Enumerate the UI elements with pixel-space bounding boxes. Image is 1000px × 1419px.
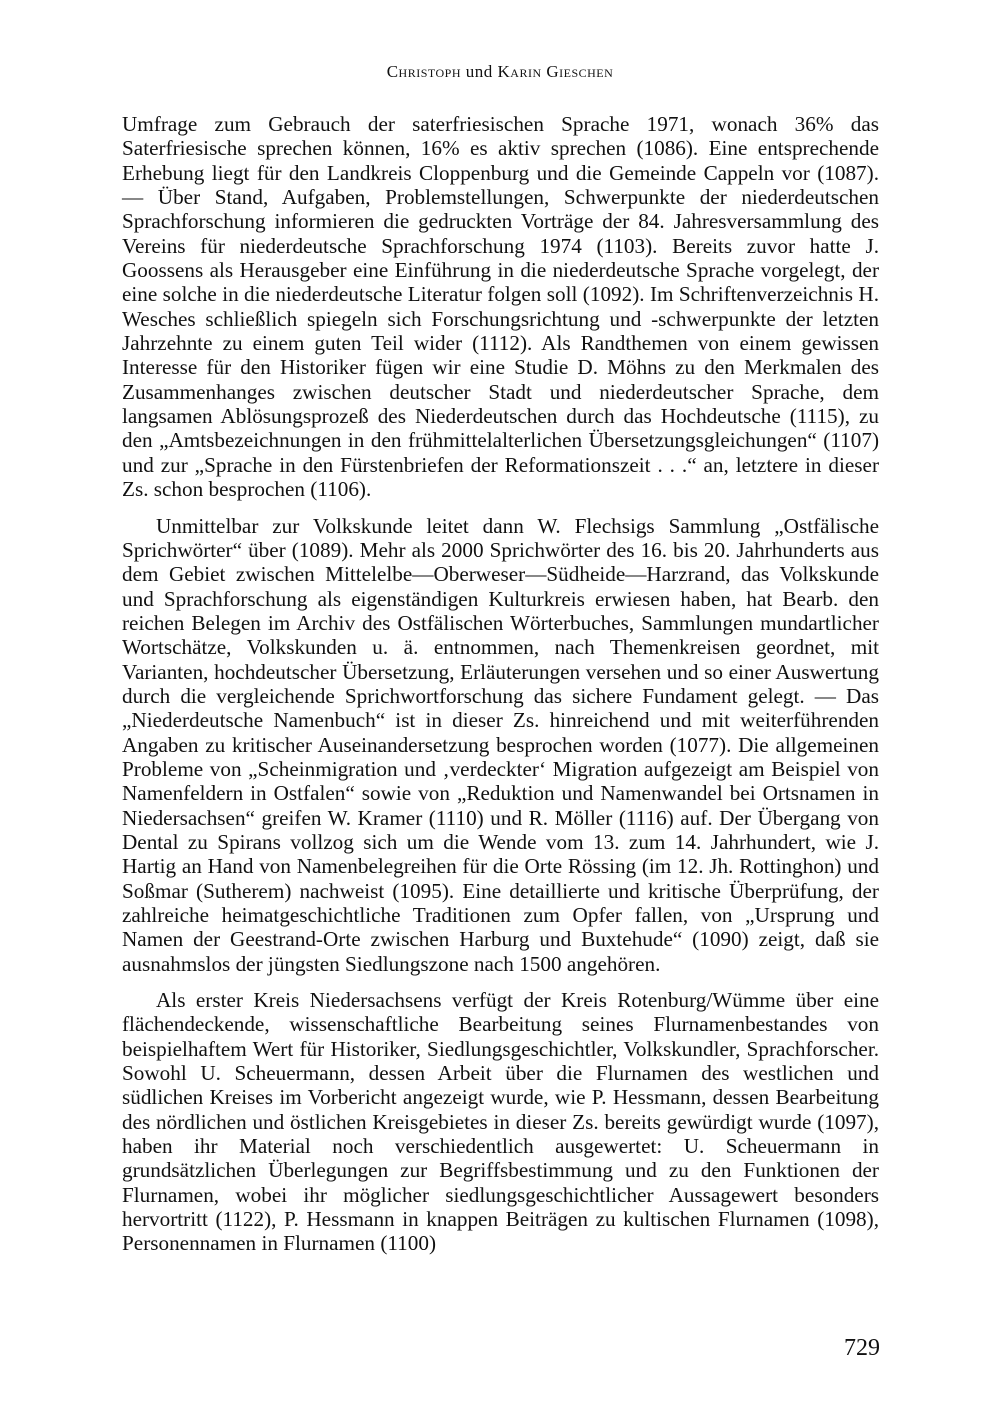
running-head-conjunction: und xyxy=(465,62,493,81)
paragraph-3: Als erster Kreis Niedersachsens verfügt der Kreis Rotenburg/Wümme über eine flächendeckende, wissenschaftliche Bearbeitung seines Flurnamenbestandes von beispielhaftem Wert für Historiker, Siedlungsgeschichtler, Volkskundler, Sprachforscher. Sowohl U. Scheuermann, dessen Arbeit über die Flurnamen des westlichen und südlichen Kreises im Vorbericht angezeigt wurde, wie P. Hessmann, dessen Bearbeitung des nördlichen und östlichen Kreisgebietes in dieser Zs. bereits gewürdigt wurde (1097), haben ihr Material noch verschiedentlich ausgewertet: U. Scheuermann in grundsätzlichen Überlegungen zur Begriffsbestimmung und zu den Funktionen der Flurnamen, wobei ihr möglicher siedlungsgeschichtlicher Aussagewert besonders hervortritt (1122), P. Hessmann in knappen Beiträgen zu kultischen Flurnamen (1098), Personennamen in Flurnamen (1100) xyxy=(122,988,879,1256)
body-text xyxy=(122,112,879,1256)
running-head-author1: Christoph xyxy=(386,62,461,81)
running-head xyxy=(0,62,1000,82)
page-number: 729 xyxy=(844,1335,880,1361)
paragraph-1: Umfrage zum Gebrauch der saterfriesischen Sprache 1971, wonach 36% das Saterfriesische sprechen können, 16% es aktiv sprechen (1086). Eine entsprechende Erhebung liegt für den Landkreis Cloppenburg und die Gemeinde Cappeln vor (1087). — Über Stand, Aufgaben, Problemstellungen, Schwerpunkte der niederdeutschen Sprachforschung informieren die gedruckten Vorträge der 84. Jahresversammlung des Vereins für niederdeutsche Sprachforschung 1974 (1103). Bereits zuvor hatte J. Goossens als Herausgeber eine Einführung in die niederdeutsche Sprache vorgelegt, der eine solche in die niederdeutsche Literatur folgen soll (1092). Im Schriftenverzeichnis H. Wesches schließlich spiegeln sich Forschungsrichtung und -schwerpunkte der letzten Jahrzehnte zu einem guten Teil wider (1112). Als Randthemen von einem gewissen Interesse für den Historiker fügen wir eine Studie D. Möhns zu den Merkmalen des Zusammenhanges zwischen deutscher Stadt und niederdeutscher Sprache, dem langsamen Ablösungsprozeß des Niederdeutschen durch das Hochdeutsche (1115), zu den „Amtsbezeichnungen in den frühmittelalterlichen Übersetzungsgleichungen“ (1107) und zur „Sprache in den Fürstenbriefen der Reformationszeit . . .“ an, letztere in dieser Zs. schon besprochen (1106). xyxy=(122,112,879,502)
running-head-author2: Karin Gieschen xyxy=(497,62,614,81)
paragraph-2: Unmittelbar zur Volkskunde leitet dann W. Flechsigs Sammlung „Ostfälische Sprichwörter“ über (1089). Mehr als 2000 Sprichwörter des 16. bis 20. Jahrhunderts aus dem Gebiet zwischen Mittelelbe—Oberweser—Südheide—Harzrand, das Volkskunde und Sprachforschung als eigenständigen Kulturkreis erwiesen haben, hat Bearb. den reichen Belegen im Archiv des Ostfälischen Wörterbuches, Sammlungen mundartlicher Wortschätze, Volkskunden u. ä. entnommen, nach Themenkreisen geordnet, mit Varianten, hochdeutscher Übersetzung, Erläuterungen versehen und so einer Auswertung durch die vergleichende Sprichwortforschung das sichere Fundament gelegt. — Das „Niederdeutsche Namenbuch“ ist in dieser Zs. hinreichend und mit weiterführenden Angaben zu kritischer Auseinandersetzung besprochen worden (1077). Die allgemeinen Probleme von „Scheinmigration und ‚verdeckter‘ Migration aufgezeigt am Beispiel von Namenfeldern in Ostfalen“ sowie von „Reduktion und Namenwandel bei Ortsnamen in Niedersachsen“ greifen W. Kramer (1110) und R. Möller (1116) auf. Der Übergang von Dental zu Spirans vollzog sich um die Wende vom 13. zum 14. Jahrhundert, wie J. Hartig an Hand von Namenbelegreihen für die Orte Rössing (im 12. Jh. Rottinghon) und Soßmar (Sutherem) nachweist (1095). Eine detaillierte und kritische Überprüfung, der zahlreiche heimatgeschichtliche Traditionen zum Opfer fallen, von „Ursprung und Namen der Geestrand-Orte zwischen Harburg und Buxtehude“ (1090) zeigt, daß sie ausnahmslos der jüngsten Siedlungszone nach 1500 angehören. xyxy=(122,513,879,976)
